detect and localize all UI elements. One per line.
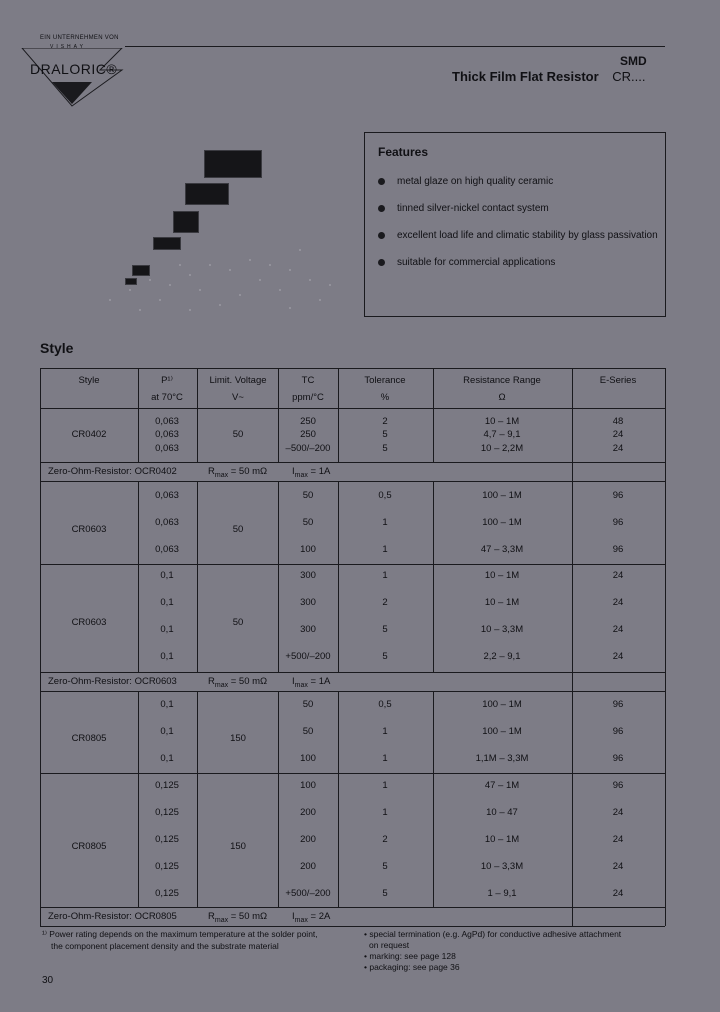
cell-eseries: 24 <box>612 570 624 581</box>
logo-brand-small: VISHAY <box>50 44 86 50</box>
table-column-rule <box>278 773 279 907</box>
cell-power: 0,1 <box>160 570 174 581</box>
cell-resistance-range: 100 – 1M <box>482 726 522 737</box>
cell-eseries: 24 <box>612 624 624 635</box>
section-heading-style: Style <box>40 340 74 356</box>
cell-power: 0,1 <box>160 699 174 710</box>
zero-ohm-imax: $I_{max} = 1A$ <box>292 466 331 479</box>
resistor-image-small <box>173 211 199 233</box>
table-column-rule <box>197 368 198 408</box>
table-column-rule <box>40 691 41 773</box>
table-column-rule <box>278 408 279 462</box>
cell-eseries: 96 <box>612 517 624 528</box>
cell-tolerance: 2 <box>382 834 388 845</box>
table-column-rule <box>338 408 339 462</box>
cell-tolerance: 0,5 <box>378 699 392 710</box>
zero-ohm-rmax: $R_{max} = 50$ mΩ <box>208 911 268 924</box>
cell-eseries: 96 <box>612 726 624 737</box>
cell-eseries: 96 <box>612 490 624 501</box>
header-power-sub: at 70°C <box>151 392 183 403</box>
table-column-rule <box>338 481 339 564</box>
cell-eseries: 24 <box>612 807 624 818</box>
series-text: CR.... <box>612 69 646 84</box>
cell-power: 0,1 <box>160 597 174 608</box>
cell-tc: +500/–200 <box>285 651 331 662</box>
table-column-rule <box>338 773 339 907</box>
group-bottom-rule <box>40 773 665 774</box>
zero-ohm-bottom-rule <box>40 926 665 927</box>
table-column-rule <box>572 462 573 481</box>
cell-power: 0,1 <box>160 651 174 662</box>
zero-ohm-imax: $I_{max} = 2A$ <box>292 911 331 924</box>
table-column-rule <box>40 368 41 408</box>
cell-tc: –500/–200 <box>285 442 331 454</box>
cell-resistance-range: 10 – 3,3M <box>480 624 524 635</box>
cell-tc: 300 <box>300 624 316 635</box>
table-column-rule <box>138 564 139 672</box>
row-style-cr0805: CR0805 <box>71 732 107 744</box>
table-column-rule <box>572 773 573 907</box>
cell-power: 0,063 <box>155 490 179 501</box>
bullet-icon <box>378 259 385 266</box>
header-eseries: E-Series <box>599 375 637 386</box>
resistor-image-tiny <box>132 265 150 276</box>
cell-eseries: 96 <box>612 699 624 710</box>
table-column-rule <box>278 691 279 773</box>
table-column-rule <box>572 564 573 672</box>
group-bottom-rule <box>40 462 665 463</box>
cell-eseries: 24 <box>612 888 624 899</box>
cell-tolerance: 1 <box>382 807 388 818</box>
page-title <box>452 69 646 84</box>
footnote-termination: • special termination (e.g. AgPd) for conductive adhesive attachment <box>364 929 622 939</box>
row-style-cr0603: CR0603 <box>71 523 107 535</box>
table-column-rule <box>572 481 573 564</box>
table-column-rule <box>40 773 41 907</box>
cell-resistance-range: 1 – 9,1 <box>487 888 517 899</box>
cell-eseries: 96 <box>612 780 624 791</box>
table-column-rule <box>40 907 41 926</box>
title-text: Thick Film Flat Resistor <box>452 69 599 84</box>
cell-resistance-range: 47 – 3,3M <box>480 544 524 555</box>
cell-power: 0,063 <box>155 416 179 427</box>
table-column-rule <box>572 907 573 926</box>
table-column-rule <box>40 564 41 672</box>
cell-tc: 250 <box>300 429 316 441</box>
cell-power: 0,063 <box>155 517 179 528</box>
table-column-rule <box>665 691 666 773</box>
cell-tolerance: 2 <box>382 416 388 427</box>
zero-ohm-label: Zero-Ohm-Resistor: OCR0402 <box>48 466 177 477</box>
table-column-rule <box>433 564 434 672</box>
cell-tolerance: 5 <box>382 429 388 441</box>
feature-item <box>378 230 658 241</box>
cell-eseries: 24 <box>612 834 624 845</box>
header-tolerance-sub: % <box>380 392 390 403</box>
cell-eseries: 96 <box>612 753 624 764</box>
cell-tc: 200 <box>300 861 316 872</box>
header-style: Style <box>78 375 100 386</box>
table-column-rule <box>572 691 573 773</box>
cell-power: 0,063 <box>155 544 179 555</box>
table-column-rule <box>40 462 41 481</box>
cell-eseries: 24 <box>612 651 624 662</box>
table-column-rule <box>433 773 434 907</box>
cell-tolerance: 0,5 <box>378 490 392 501</box>
cell-power: 0,1 <box>160 753 174 764</box>
cell-resistance-range: 4,7 – 9,1 <box>483 429 521 441</box>
cell-tc: 50 <box>302 699 314 710</box>
cell-resistance-range: 100 – 1M <box>482 490 522 501</box>
header-voltage: Limit. Voltage <box>209 375 267 386</box>
footnote-power-1: ¹⁾ Power rating depends on the maximum temperature at the solder point, <box>42 929 318 939</box>
zero-ohm-label: Zero-Ohm-Resistor: OCR0805 <box>48 911 177 922</box>
cell-eseries: 48 <box>612 416 624 427</box>
table-column-rule <box>665 564 666 672</box>
cell-tolerance: 1 <box>382 780 388 791</box>
row-style-cr0805: CR0805 <box>71 840 107 852</box>
category-label: SMD <box>620 54 647 68</box>
cell-tolerance: 1 <box>382 544 388 555</box>
cell-tolerance: 1 <box>382 570 388 581</box>
cell-tc: 200 <box>300 807 316 818</box>
table-column-rule <box>433 481 434 564</box>
bullet-icon <box>378 205 385 212</box>
table-column-rule <box>433 408 434 462</box>
cell-power: 0,125 <box>155 780 179 791</box>
cell-eseries: 24 <box>612 442 624 454</box>
cell-eseries: 24 <box>612 861 624 872</box>
cell-tc: 300 <box>300 570 316 581</box>
page-number: 30 <box>42 975 54 986</box>
cell-resistance-range: 10 – 1M <box>484 834 520 845</box>
header-tolerance: Tolerance <box>364 375 406 386</box>
feature-text: excellent load life and climatic stability by glass passivation <box>397 230 658 241</box>
cell-power: 0,125 <box>155 888 179 899</box>
logo-subtitle: EIN UNTERNEHMEN VON <box>40 35 119 41</box>
feature-item <box>378 176 553 187</box>
feature-text: tinned silver-nickel contact system <box>397 203 549 214</box>
row-voltage: 50 <box>232 617 244 628</box>
cell-resistance-range: 47 – 1M <box>484 780 520 791</box>
group-bottom-rule <box>40 907 665 908</box>
cell-tolerance: 5 <box>382 624 388 635</box>
zero-ohm-imax: $I_{max} = 1A$ <box>292 676 331 689</box>
table-column-rule <box>197 408 198 462</box>
feature-item <box>378 203 549 214</box>
table-column-rule <box>665 408 666 462</box>
row-voltage: 150 <box>230 840 246 852</box>
table-column-rule <box>572 408 573 462</box>
table-column-rule <box>138 773 139 907</box>
group-bottom-rule <box>40 564 665 565</box>
cell-tolerance: 5 <box>382 442 388 454</box>
bullet-icon <box>378 232 385 239</box>
cell-tolerance: 1 <box>382 726 388 737</box>
cell-tolerance: 5 <box>382 888 388 899</box>
row-voltage: 150 <box>230 732 246 744</box>
header-resistance-range: Resistance Range <box>463 375 541 386</box>
cell-tolerance: 5 <box>382 651 388 662</box>
table-column-rule <box>665 481 666 564</box>
cell-resistance-range: 10 – 2,2M <box>480 442 524 454</box>
cell-power: 0,063 <box>155 429 179 441</box>
cell-eseries: 96 <box>612 544 624 555</box>
table-top-rule <box>40 368 665 369</box>
table-column-rule <box>197 773 198 907</box>
features-box <box>364 132 666 317</box>
table-column-rule <box>138 408 139 462</box>
resistor-image-micro <box>125 278 137 285</box>
cell-tolerance: 5 <box>382 861 388 872</box>
cell-resistance-range: 1,1M – 3,3M <box>475 753 529 764</box>
cell-tc: 50 <box>302 726 314 737</box>
table-column-rule <box>338 564 339 672</box>
header-rule <box>125 46 665 47</box>
zero-ohm-bottom-rule <box>40 691 665 692</box>
table-column-rule <box>338 691 339 773</box>
cell-resistance-range: 100 – 1M <box>482 517 522 528</box>
footnote-marking: • marking: see page 128 <box>364 951 456 961</box>
table-column-rule <box>138 691 139 773</box>
cell-resistance-range: 10 – 1M <box>484 597 520 608</box>
table-column-rule <box>665 773 666 907</box>
header-tc: TC <box>301 375 315 386</box>
feature-text: metal glaze on high quality ceramic <box>397 176 554 187</box>
table-column-rule <box>665 368 666 408</box>
footnote-power-2: the component placement density and the substrate material <box>51 941 279 951</box>
zero-ohm-bottom-rule <box>40 481 665 482</box>
bullet-icon <box>378 178 385 185</box>
cell-power: 0,125 <box>155 807 179 818</box>
row-voltage: 50 <box>232 523 244 535</box>
table-column-rule <box>338 368 339 408</box>
cell-resistance-range: 10 – 1M <box>484 416 520 427</box>
table-column-rule <box>40 672 41 691</box>
cell-tc: 50 <box>302 490 314 501</box>
cell-power: 0,1 <box>160 624 174 635</box>
cell-tc: 100 <box>300 544 316 555</box>
cell-resistance-range: 10 – 1M <box>484 570 520 581</box>
row-style-cr0603: CR0603 <box>71 617 107 628</box>
footnote-termination-2: on request <box>369 940 410 950</box>
cell-tolerance: 1 <box>382 517 388 528</box>
table-column-rule <box>433 691 434 773</box>
table-column-rule <box>40 481 41 564</box>
table-column-rule <box>665 462 666 481</box>
row-style-cr0402: CR0402 <box>71 428 107 440</box>
cell-tc: 300 <box>300 597 316 608</box>
table-column-rule <box>278 368 279 408</box>
cell-tc: 50 <box>302 517 314 528</box>
table-bottom-rule <box>40 926 665 927</box>
resistor-image-xsmall <box>153 237 181 250</box>
cell-power: 0,1 <box>160 726 174 737</box>
table-column-rule <box>197 481 198 564</box>
group-bottom-rule <box>40 672 665 673</box>
cell-resistance-range: 10 – 47 <box>486 807 518 818</box>
cell-resistance-range: 2,2 – 9,1 <box>483 651 521 662</box>
cell-tc: 250 <box>300 416 316 427</box>
row-voltage: 50 <box>232 428 244 440</box>
cell-eseries: 24 <box>612 429 624 441</box>
table-column-rule <box>433 368 434 408</box>
table-column-rule <box>40 408 41 462</box>
resistor-image-medium <box>185 183 229 205</box>
cell-power: 0,125 <box>155 861 179 872</box>
table-column-rule <box>665 672 666 691</box>
table-column-rule <box>278 564 279 672</box>
header-power: P¹⁾ <box>161 375 173 386</box>
table-column-rule <box>197 691 198 773</box>
feature-text: suitable for commercial applications <box>397 257 556 268</box>
zero-ohm-rmax: $R_{max} = 50$ mΩ <box>208 466 268 479</box>
table-column-rule <box>665 907 666 926</box>
table-column-rule <box>138 368 139 408</box>
cell-tc: +500/–200 <box>285 888 331 899</box>
cell-resistance-range: 100 – 1M <box>482 699 522 710</box>
features-title: Features <box>378 145 429 159</box>
table-column-rule <box>197 564 198 672</box>
header-voltage-sub: V~ <box>232 392 244 403</box>
table-column-rule <box>572 672 573 691</box>
cell-tc: 200 <box>300 834 316 845</box>
header-resistance-range-sub: Ω <box>498 392 506 403</box>
zero-ohm-label: Zero-Ohm-Resistor: OCR0603 <box>48 676 177 687</box>
cell-tolerance: 2 <box>382 597 388 608</box>
table-column-rule <box>138 481 139 564</box>
zero-ohm-rmax: $R_{max} = 50$ mΩ <box>208 676 268 689</box>
header-bottom-rule <box>40 408 665 409</box>
cell-tc: 100 <box>300 780 316 791</box>
cell-tolerance: 1 <box>382 753 388 764</box>
cell-resistance-range: 10 – 3,3M <box>480 861 524 872</box>
cell-tc: 100 <box>300 753 316 764</box>
cell-power: 0,125 <box>155 834 179 845</box>
table-column-rule <box>572 368 573 408</box>
resistor-image-large <box>204 150 262 178</box>
table-column-rule <box>278 481 279 564</box>
header-tc-sub: ppm/°C <box>292 392 324 403</box>
feature-item <box>378 257 555 268</box>
cell-eseries: 24 <box>612 597 624 608</box>
logo-name: DRALORIC® <box>30 61 118 77</box>
cell-power: 0,063 <box>155 442 179 454</box>
footnote-packaging: • packaging: see page 36 <box>364 962 460 972</box>
